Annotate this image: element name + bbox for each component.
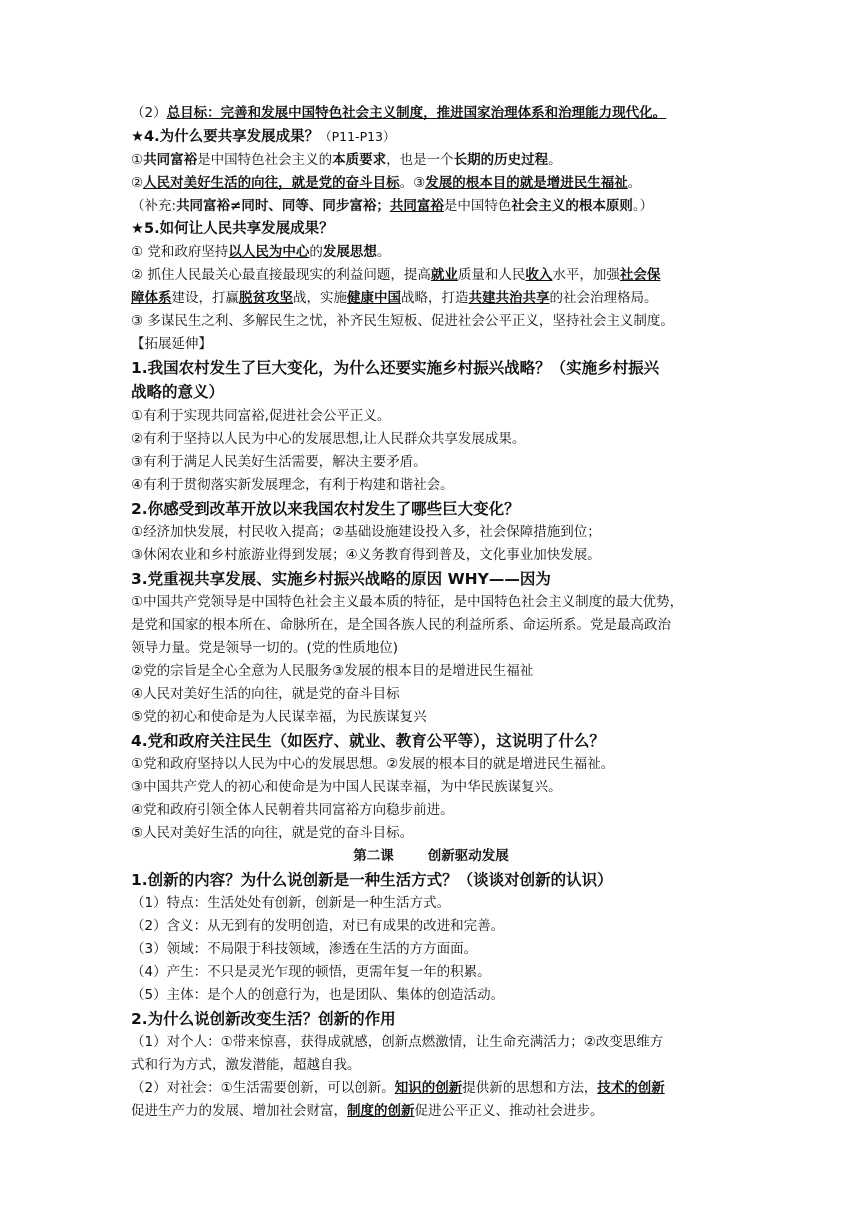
list-item: ③休闲农业和乡村旅游业得到发展；④义务教育得到普及，文化事业加快发展。 bbox=[131, 547, 601, 563]
emphasis-text: 脱贫攻坚 bbox=[239, 290, 293, 306]
text: 提供新的思想和方法， bbox=[462, 1080, 598, 1096]
list-item: （1）对个人：①带来惊喜，获得成就感，创新点燃激情，让生命充满活力；②改变思维方 bbox=[131, 1034, 664, 1050]
lesson2-q1-heading: 1.创新的内容？为什么说创新是一种生活方式？（谈谈对创新的认识） bbox=[131, 871, 613, 889]
list-item bbox=[131, 1100, 731, 1123]
text: ① bbox=[131, 152, 144, 168]
list-item: ②有利于坚持以人民为中心的发展思想,让人民群众共享发展成果。 bbox=[131, 431, 526, 447]
text: （2） bbox=[131, 105, 167, 121]
emphasis-text: 障体系 bbox=[131, 290, 172, 306]
list-item: （4）产生：不只是灵光乍现的顿悟，更需年复一年的积累。 bbox=[131, 964, 491, 980]
text: 建设，打赢 bbox=[171, 290, 239, 306]
emphasis-text: 人民对美好生活的向往，就是党的奋斗目标 bbox=[143, 175, 400, 191]
emphasis-text: 制度的创新 bbox=[347, 1103, 415, 1119]
lesson-number: 第二课 bbox=[353, 848, 394, 864]
emphasis-text: 技术的创新 bbox=[597, 1080, 665, 1096]
list-item: ①有利于实现共同富裕,促进社会公平正义。 bbox=[131, 408, 391, 424]
list-item: ①党和政府坚持以人民为中心的发展思想。②发展的根本目的就是增进民生福祉。 bbox=[131, 756, 615, 772]
list-item: ④有利于贯彻落实新发展理念，有利于构建和谐社会。 bbox=[131, 477, 454, 493]
line bbox=[131, 287, 731, 310]
emphasis-text: 健康中国 bbox=[347, 290, 401, 306]
text: ② 抓住人民最关心最直接最现实的利益问题，提高 bbox=[131, 267, 431, 283]
line bbox=[131, 149, 731, 172]
emphasis-text: 以人民为中心 bbox=[228, 244, 310, 260]
list-item: （3）领域：不局限于科技领域，渗透在生活的方方面面。 bbox=[131, 941, 478, 957]
line bbox=[131, 264, 731, 287]
list-item: ④党和政府引领全体人民朝着共同富裕方向稳步前进。 bbox=[131, 802, 454, 818]
list-item: ①中国共产党领导是中国特色社会主义最本质的特征，是中国特色社会主义制度的最大优势， bbox=[131, 594, 684, 610]
line bbox=[131, 241, 731, 264]
text: 。 bbox=[548, 152, 562, 168]
list-item: （2）含义：从无到有的发明创造，对已有成果的改进和完善。 bbox=[131, 918, 505, 934]
emphasis-text: 共同富裕 bbox=[143, 152, 198, 168]
emphasis-text: 社会主义的根本原则 bbox=[511, 198, 633, 214]
question-4-heading bbox=[131, 125, 731, 149]
emphasis-text: 收入 bbox=[525, 267, 553, 283]
list-item: ②党的宗旨是全心全意为人民服务③发展的根本目的是增进民生福祉 bbox=[131, 663, 534, 679]
text: ，也是一个 bbox=[386, 152, 454, 168]
text: 质量和人民 bbox=[457, 267, 526, 283]
text: ② bbox=[131, 175, 144, 191]
emphasis-text: 发展的根本目的就是增进民生福祉 bbox=[425, 175, 628, 191]
list-item: ⑤党的初心和使命是为人民谋幸福，为民族谋复兴 bbox=[131, 709, 427, 725]
emphasis-text: 共同富裕 bbox=[389, 198, 444, 214]
text: 是中国特色 bbox=[443, 198, 512, 214]
line-supplement bbox=[131, 195, 731, 218]
text: 战，实施 bbox=[293, 290, 347, 306]
emphasis-text: 长期的历史过程 bbox=[453, 152, 549, 168]
emphasis-text: 共同富裕≠同时、同等、同步富裕； bbox=[176, 198, 390, 214]
text: 是中国特色社会主义的 bbox=[197, 152, 333, 168]
section-label-extension: 【拓展延伸】 bbox=[131, 336, 212, 352]
text: ★4.为什么要共享发展成果？ bbox=[131, 129, 320, 145]
extension-q4-heading: 4.党和政府关注民生（如医疗、就业、教育公平等），这说明了什么？ bbox=[131, 732, 605, 750]
emphasis-text: 本质要求 bbox=[332, 152, 387, 168]
lesson-name: 创新驱动发展 bbox=[427, 848, 509, 864]
list-item: ③中国共产党人的初心和使命是为中国人民谋幸福，为中华民族谋复兴。 bbox=[131, 779, 562, 795]
text: 。） bbox=[632, 198, 654, 214]
emphasis-text: 就业 bbox=[430, 267, 458, 283]
page-ref: （P11-P13） bbox=[319, 129, 396, 144]
list-item: ⑤人民对美好生活的向往，就是党的奋斗目标。 bbox=[131, 825, 414, 841]
text: 。 bbox=[376, 244, 391, 260]
list-item: ①经济加快发展，村民收入提高；②基础设施建设投入多，社会保障措施到位； bbox=[131, 524, 601, 540]
list-item: （1）特点：生活处处有创新，创新是一种生活方式。 bbox=[131, 895, 451, 911]
extension-q2-heading: 2.你感受到改革开放以来我国农村发生了哪些巨大变化？ bbox=[131, 500, 520, 518]
line-goal bbox=[131, 102, 731, 125]
text: 促进公平正义、推动社会进步。 bbox=[414, 1103, 604, 1119]
extension-q3-heading: 3.党重视共享发展、实施乡村振兴战略的原因 WHY——因为 bbox=[131, 570, 551, 588]
text: 的社会治理格局。 bbox=[549, 290, 658, 306]
emphasis-text: 知识的创新 bbox=[394, 1080, 463, 1096]
emphasis-text: 总目标：完善和发展中国特色社会主义制度，推进国家治理体系和治理能力现代化。 bbox=[166, 105, 667, 121]
extension-q1-heading-cont: 战略的意义） bbox=[131, 383, 225, 401]
text: 的 bbox=[309, 244, 323, 260]
list-item: 是党和国家的根本所在、命脉所在，是全国各族人民的利益所系、命运所系。党是最高政治 bbox=[131, 617, 671, 633]
list-item: 式和行为方式，激发潜能，超越自我。 bbox=[131, 1057, 361, 1073]
text: （2）对社会：①生活需要创新，可以创新。 bbox=[131, 1080, 395, 1096]
list-item: 领导力量。党是领导一切的。(党的性质地位) bbox=[131, 640, 399, 656]
text: 水平，加强 bbox=[552, 267, 620, 283]
list-item: ③有利于满足人民美好生活需要，解决主要矛盾。 bbox=[131, 454, 427, 470]
line: ③ 多谋民生之利、多解民生之忧，补齐民生短板、促进社会公平正义，坚持社会主义制度。 bbox=[131, 313, 674, 329]
emphasis-text: 社会保 bbox=[619, 267, 661, 283]
question-5-heading: ★5.如何让人民共享发展成果？ bbox=[131, 221, 334, 237]
text: （补充: bbox=[131, 198, 177, 214]
line bbox=[131, 172, 731, 195]
text: ① 党和政府坚持 bbox=[131, 244, 229, 260]
text: 促进生产力的发展、增加社会财富， bbox=[131, 1103, 347, 1119]
list-item: ④人民对美好生活的向往，就是党的奋斗目标 bbox=[131, 686, 400, 702]
text: 。③ bbox=[399, 175, 426, 191]
emphasis-text: 发展思想 bbox=[322, 244, 377, 260]
text: 战略，打造 bbox=[401, 290, 469, 306]
extension-q1-heading: 1.我国农村发生了巨大变化，为什么还要实施乡村振兴战略？（实施乡村振兴 bbox=[131, 359, 660, 377]
list-item bbox=[131, 1077, 731, 1100]
lesson2-q2-heading: 2.为什么说创新改变生活？创新的作用 bbox=[131, 1010, 396, 1028]
text: 。 bbox=[627, 175, 642, 191]
list-item: （5）主体：是个人的创意行为，也是团队、集体的创造活动。 bbox=[131, 987, 505, 1003]
lesson-title bbox=[131, 845, 731, 868]
emphasis-text: 共建共治共享 bbox=[468, 290, 550, 306]
